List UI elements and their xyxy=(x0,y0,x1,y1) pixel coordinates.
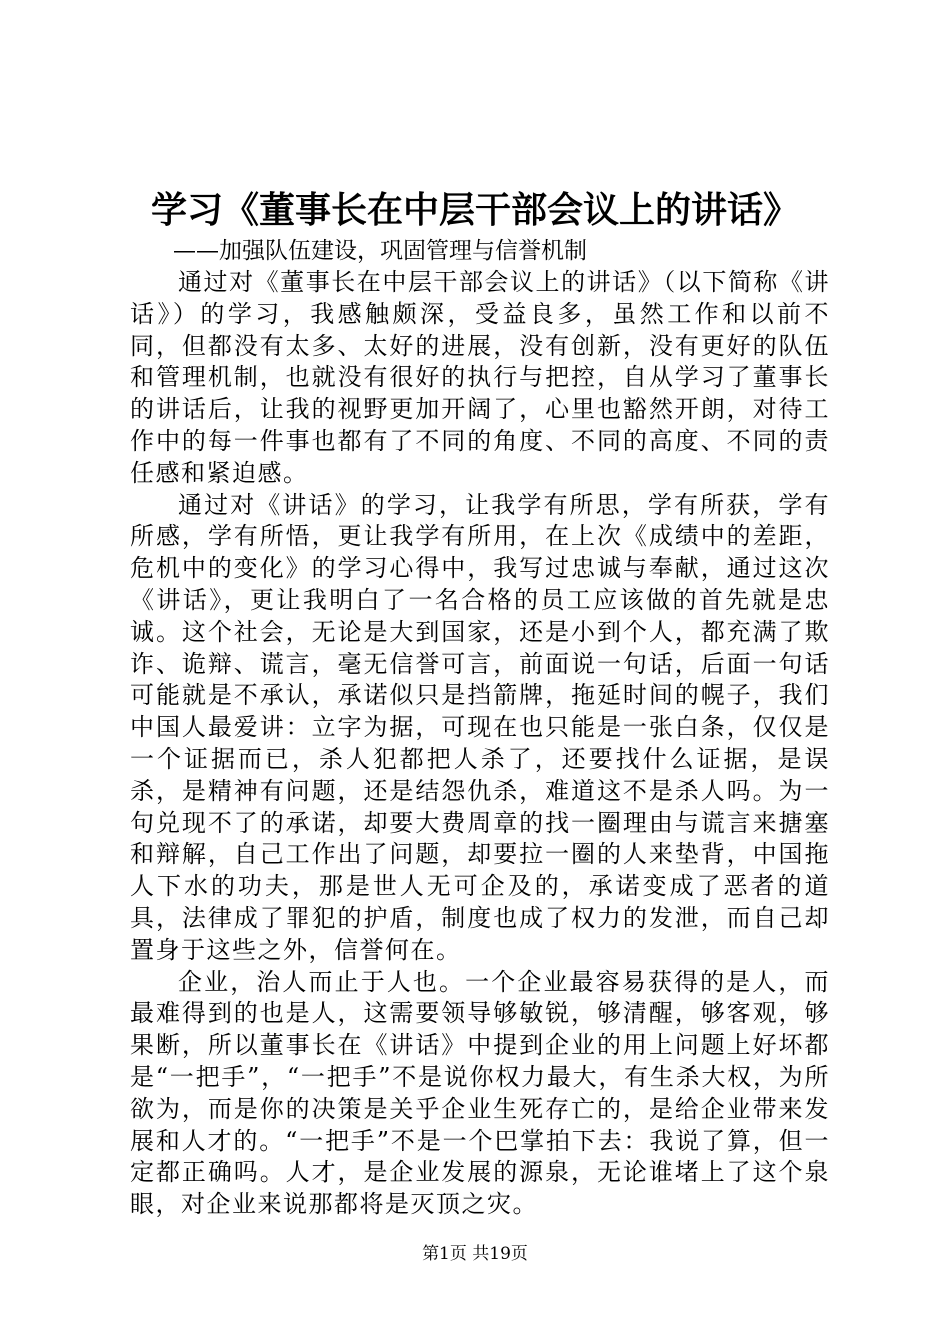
page-number-footer: 第1页 共19页 xyxy=(422,1244,528,1264)
paragraph-3: 企业，治人而止于人也。一个企业最容易获得的是人，而最难得到的也是人，这需要领导够敏锐，够清醒，够客观，够果断，所以董事长在《讲话》中提到企业的用上问题上好坏都是“一把手”，“一把手”不是说你权力最大，有生杀大权，为所欲为，而是你的决策是关乎企业生死存亡的，是给企业带来发展和人才的。“一把手”不是一个巴掌拍下去：我说了算，但一定都正确吗。人才，是企业发展的源泉，无论谁堵上了这个泉眼，对企业来说那都将是灭顶之灾。 xyxy=(130,967,830,1219)
paragraph-2: 通过对《讲话》的学习，让我学有所思，学有所获，学有所感，学有所悟，更让我学有所用，在上次《成绩中的差距，危机中的变化》的学习心得中，我写过忠诚与奉献，通过这次《讲话》，更让我明白了一名合格的员工应该做的首先就是忠诚。这个社会，无论是大到国家，还是小到个人，都充满了欺诈、诡辩、谎言，毫无信誉可言，前面说一句话，后面一句话可能就是不承认，承诺似只是挡箭牌，拖延时间的幌子，我们中国人最爱讲：立字为据，可现在也只能是一张白条，仅仅是一个证据而已，杀人犯都把人杀了，还要找什么证据，是误杀，是精神有问题，还是结怨仇杀，难道这不是杀人吗。为一句兑现不了的承诺，却要大费周章的找一圈理由与谎言来搪塞和辩解，自己工作出了问题，却要拉一圈的人来垫背，中国拖人下水的功夫，那是世人无可企及的，承诺变成了恶者的道具，法律成了罪犯的护盾，制度也成了权力的发泄，而自己却置身于这些之外，信誉何在。 xyxy=(130,490,830,964)
document-subtitle: ——加强队伍建设，巩固管理与信誉机制 xyxy=(173,238,587,264)
document-body xyxy=(130,267,830,1221)
document-title: 学习《董事长在中层干部会议上的讲话》 xyxy=(150,189,799,231)
paragraph-1: 通过对《董事长在中层干部会议上的讲话》（以下简称《讲话》）的学习，我感触颇深，受益良多，虽然工作和以前不同，但都没有太多、太好的进展，没有创新，没有更好的队伍和管理机制，也就没有很好的执行与把控，自从学习了董事长的讲话后，让我的视野更加开阔了，心里也豁然开朗，对待工作中的每一件事也都有了不同的角度、不同的高度、不同的责任感和紧迫感。 xyxy=(130,268,830,487)
